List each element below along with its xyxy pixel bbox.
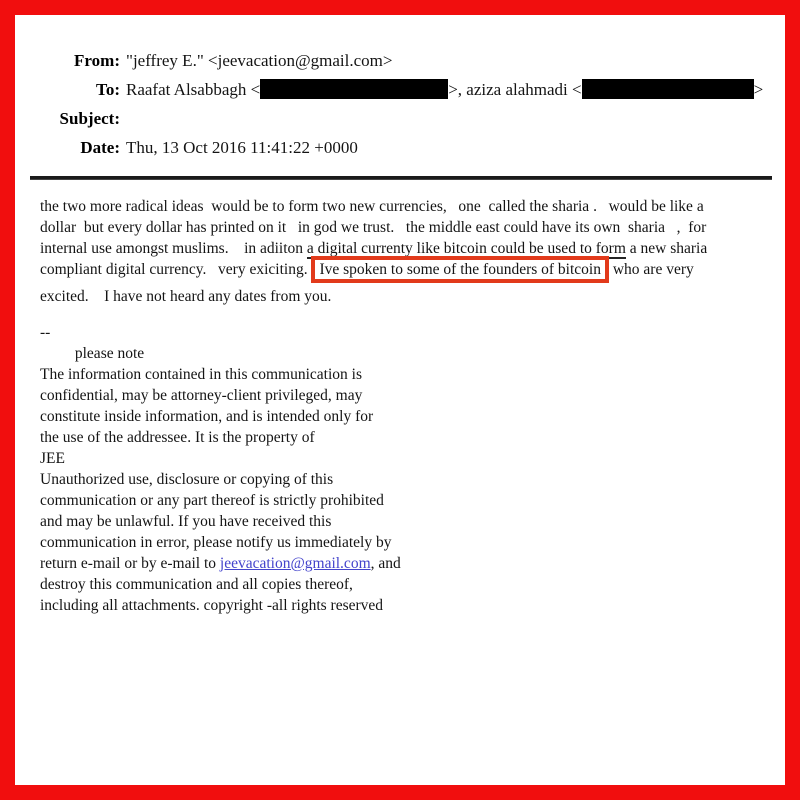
signature-line: JEE — [40, 450, 65, 467]
email-line-pre: return e-mail or by e-mail to — [40, 555, 220, 572]
email-body — [40, 196, 767, 307]
redaction-bar-2 — [582, 79, 754, 99]
body-line-3-pre: internal use amongst muslims. in adiiton — [40, 240, 307, 257]
body-line-2: dollar but every dollar has printed on it in god we trust. the middle east could have its own sharia , for — [40, 219, 707, 236]
email-line-post: , and — [370, 555, 401, 572]
signature-line: communication in error, please notify us immediately by — [40, 534, 392, 551]
to-between: >, aziza alahmadi < — [448, 80, 582, 99]
signature-line: Unauthorized use, disclosure or copying of this — [40, 471, 334, 488]
signature-line: including all attachments. copyright -all rights reserved — [40, 597, 384, 614]
signature-email-line — [40, 553, 767, 574]
signature-line: destroy this communication and all copies thereof, — [40, 576, 353, 593]
email-link[interactable]: jeevacation@gmail.com — [219, 555, 371, 572]
signature-line: confidential, may be attorney-client privileged, may — [40, 387, 363, 404]
date-value: Thu, 13 Oct 2016 11:41:22 +0000 — [126, 138, 358, 157]
from-label: From: — [74, 51, 120, 70]
subject-label: Subject: — [59, 109, 120, 128]
email-signature — [40, 322, 767, 616]
signature-separator: -- — [40, 324, 51, 341]
subject-row — [40, 104, 767, 133]
body-line-5: excited. I have not heard any dates from you. — [40, 288, 332, 305]
email-header — [40, 46, 767, 162]
from-row — [40, 46, 767, 75]
signature-note: please note — [40, 345, 145, 362]
body-line-4 — [40, 259, 767, 280]
redaction-bar-1 — [260, 79, 448, 99]
signature-line: communication or any part thereof is strictly prohibited — [40, 492, 384, 509]
to-value — [126, 75, 767, 104]
underlined-phrase: a digital currenty like bitcoin could be used to form — [306, 240, 626, 257]
signature-line: the use of the addressee. It is the property of — [40, 429, 315, 446]
date-label: Date: — [80, 138, 120, 157]
body-line-4-post: who are very — [608, 261, 694, 278]
to-row — [40, 75, 767, 104]
to-label: To: — [96, 80, 120, 99]
to-recipient-1: Raafat Alsabbagh < — [126, 80, 261, 99]
from-value: "jeffrey E." <jeevacation@gmail.com> — [126, 51, 393, 70]
body-line-3-post: a new sharia — [625, 240, 708, 257]
body-line-1: the two more radical ideas would be to form two new currencies, one called the sharia . would be like a — [40, 198, 704, 215]
subject-value — [126, 104, 767, 133]
signature-line: The information contained in this communication is — [40, 366, 362, 383]
email-document — [15, 15, 785, 616]
body-line-4-pre: compliant digital currency. very exiciting. — [40, 261, 312, 278]
date-row — [40, 133, 767, 162]
signature-line: constitute inside information, and is intended only for — [40, 408, 374, 425]
to-end: > — [753, 80, 764, 99]
signature-line: and may be unlawful. If you have received this — [40, 513, 332, 530]
bitcoin-annotation-box: Ive spoken to some of the founders of bitcoin — [311, 256, 609, 283]
header-divider — [30, 176, 772, 180]
